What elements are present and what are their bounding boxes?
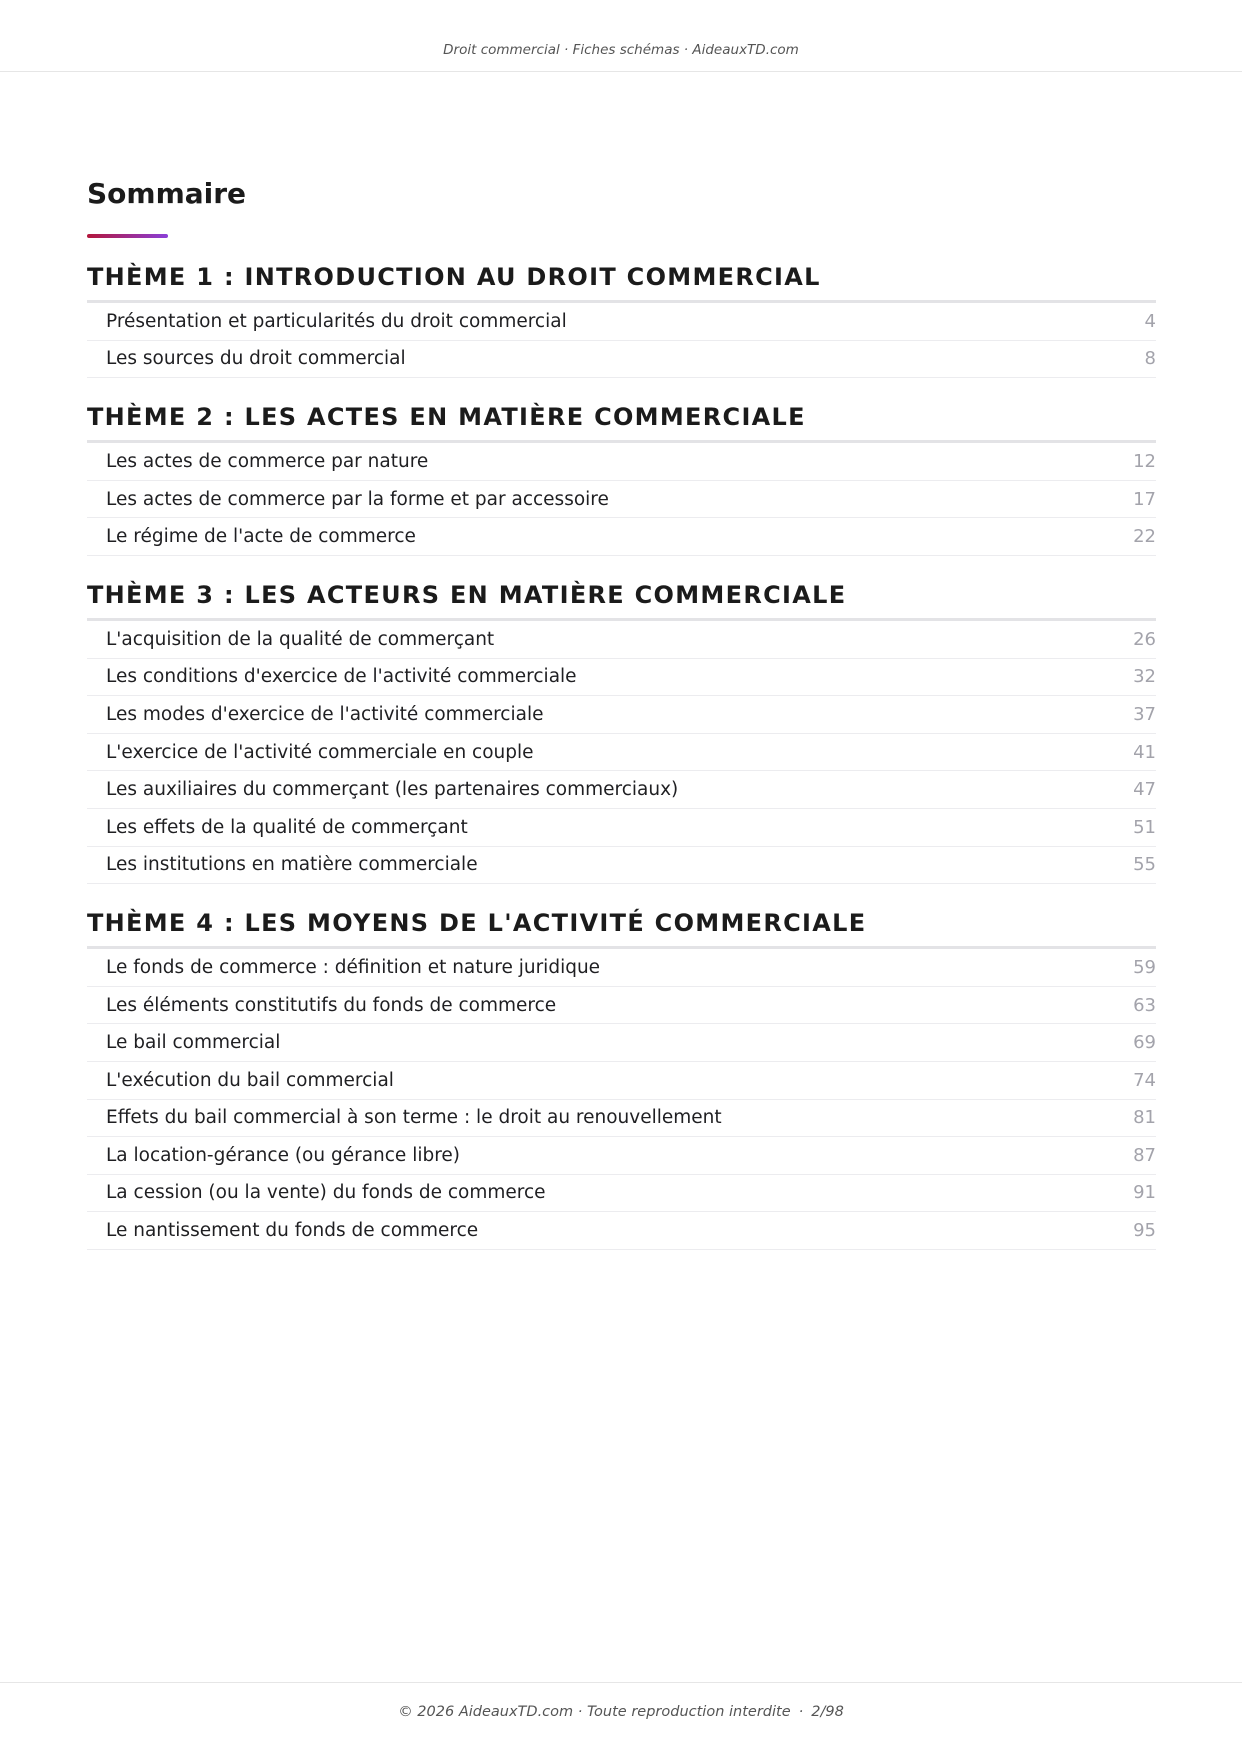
toc-entry-title: Les effets de la qualité de commerçant — [106, 816, 468, 838]
toc-entry-page: 8 — [1144, 348, 1156, 370]
toc-entry-title: Les modes d'exercice de l'activité commerciale — [106, 703, 544, 725]
theme-heading: THÈME 2 : LES ACTES EN MATIÈRE COMMERCIALE — [87, 400, 1156, 443]
theme-section-2 — [87, 400, 1156, 556]
toc-entry-page: 81 — [1133, 1107, 1156, 1129]
toc-entry-page: 26 — [1133, 628, 1156, 650]
toc-entry[interactable] — [87, 949, 1156, 987]
toc-entry-page: 69 — [1133, 1032, 1156, 1054]
toc-entry[interactable] — [87, 771, 1156, 809]
toc-entry[interactable] — [87, 1024, 1156, 1062]
toc-entry-page: 12 — [1133, 450, 1156, 472]
toc-entry-page: 74 — [1133, 1069, 1156, 1091]
footer-text-line — [0, 1704, 1242, 1720]
toc-entry-page: 95 — [1133, 1220, 1156, 1242]
theme-section-4 — [87, 906, 1156, 1250]
toc-entry-page: 37 — [1133, 703, 1156, 725]
toc-entry-title: Les conditions d'exercice de l'activité commerciale — [106, 666, 577, 688]
toc-entry-title: Les actes de commerce par nature — [106, 450, 429, 472]
running-header-text: Droit commercial · Fiches schémas · AideauxTD.com — [443, 42, 799, 58]
toc-entry[interactable] — [87, 847, 1156, 885]
toc-entry-page: 47 — [1133, 779, 1156, 801]
theme-section-3 — [87, 578, 1156, 884]
toc-entry[interactable] — [87, 621, 1156, 659]
toc-entry[interactable] — [87, 696, 1156, 734]
footer-separator: · — [798, 1704, 804, 1720]
toc-entry-title: Le nantissement du fonds de commerce — [106, 1220, 479, 1242]
toc-entry[interactable] — [87, 987, 1156, 1025]
toc-entry-title: L'acquisition de la qualité de commerçant — [106, 628, 495, 650]
toc-entry[interactable] — [87, 1062, 1156, 1100]
toc-entry-page: 17 — [1133, 488, 1156, 510]
toc-entry[interactable] — [87, 1175, 1156, 1213]
table-of-contents — [87, 176, 1156, 1250]
toc-entry-title: Les éléments constitutifs du fonds de commerce — [106, 994, 557, 1016]
toc-entry-title: Les auxiliaires du commerçant (les partenaires commerciaux) — [106, 779, 679, 801]
toc-entry-page: 55 — [1133, 854, 1156, 876]
toc-entry-page: 59 — [1133, 956, 1156, 978]
toc-entry-title: Les sources du droit commercial — [106, 348, 406, 370]
toc-entry-title: Les institutions en matière commerciale — [106, 854, 478, 876]
theme-section-1 — [87, 260, 1156, 378]
page-indicator: 2/98 — [811, 1704, 844, 1720]
toc-entry-title: Effets du bail commercial à son terme : le droit au renouvellement — [106, 1107, 722, 1129]
toc-entry-title: Présentation et particularités du droit commercial — [106, 310, 567, 332]
toc-entry-title: Le régime de l'acte de commerce — [106, 526, 416, 548]
toc-entry-page: 87 — [1133, 1144, 1156, 1166]
title-accent-bar — [87, 234, 168, 238]
toc-entry[interactable] — [87, 481, 1156, 519]
toc-entry-title: Les actes de commerce par la forme et par accessoire — [106, 488, 609, 510]
toc-entry-title: La location-gérance (ou gérance libre) — [106, 1144, 461, 1166]
toc-entry[interactable] — [87, 443, 1156, 481]
toc-entry[interactable] — [87, 734, 1156, 772]
toc-entry-page: 4 — [1144, 310, 1156, 332]
toc-entry[interactable] — [87, 518, 1156, 556]
toc-entry[interactable] — [87, 659, 1156, 697]
toc-entry[interactable] — [87, 1100, 1156, 1138]
toc-entry[interactable] — [87, 1137, 1156, 1175]
toc-entry[interactable] — [87, 1212, 1156, 1250]
toc-entry-title: Le fonds de commerce : définition et nature juridique — [106, 956, 601, 978]
toc-entry[interactable] — [87, 809, 1156, 847]
toc-entry-page: 91 — [1133, 1182, 1156, 1204]
toc-entry-page: 63 — [1133, 994, 1156, 1016]
footer-copyright: © 2026 AideauxTD.com · Toute reproduction interdite — [398, 1704, 791, 1720]
theme-heading: THÈME 1 : INTRODUCTION AU DROIT COMMERCIAL — [87, 260, 1156, 303]
toc-entry[interactable] — [87, 303, 1156, 341]
toc-entry-title: L'exercice de l'activité commerciale en couple — [106, 741, 534, 763]
running-footer — [0, 1682, 1242, 1754]
toc-entry-title: Le bail commercial — [106, 1032, 281, 1054]
toc-entry-title: L'exécution du bail commercial — [106, 1069, 394, 1091]
toc-entry[interactable] — [87, 341, 1156, 379]
toc-entry-page: 51 — [1133, 816, 1156, 838]
toc-entry-page: 41 — [1133, 741, 1156, 763]
running-header — [0, 0, 1242, 72]
toc-entry-page: 32 — [1133, 666, 1156, 688]
page-title: Sommaire — [87, 177, 247, 210]
theme-heading: THÈME 4 : LES MOYENS DE L'ACTIVITÉ COMMERCIALE — [87, 906, 1156, 949]
theme-heading: THÈME 3 : LES ACTEURS EN MATIÈRE COMMERCIALE — [87, 578, 1156, 621]
toc-entry-page: 22 — [1133, 526, 1156, 548]
toc-entry-title: La cession (ou la vente) du fonds de commerce — [106, 1182, 546, 1204]
